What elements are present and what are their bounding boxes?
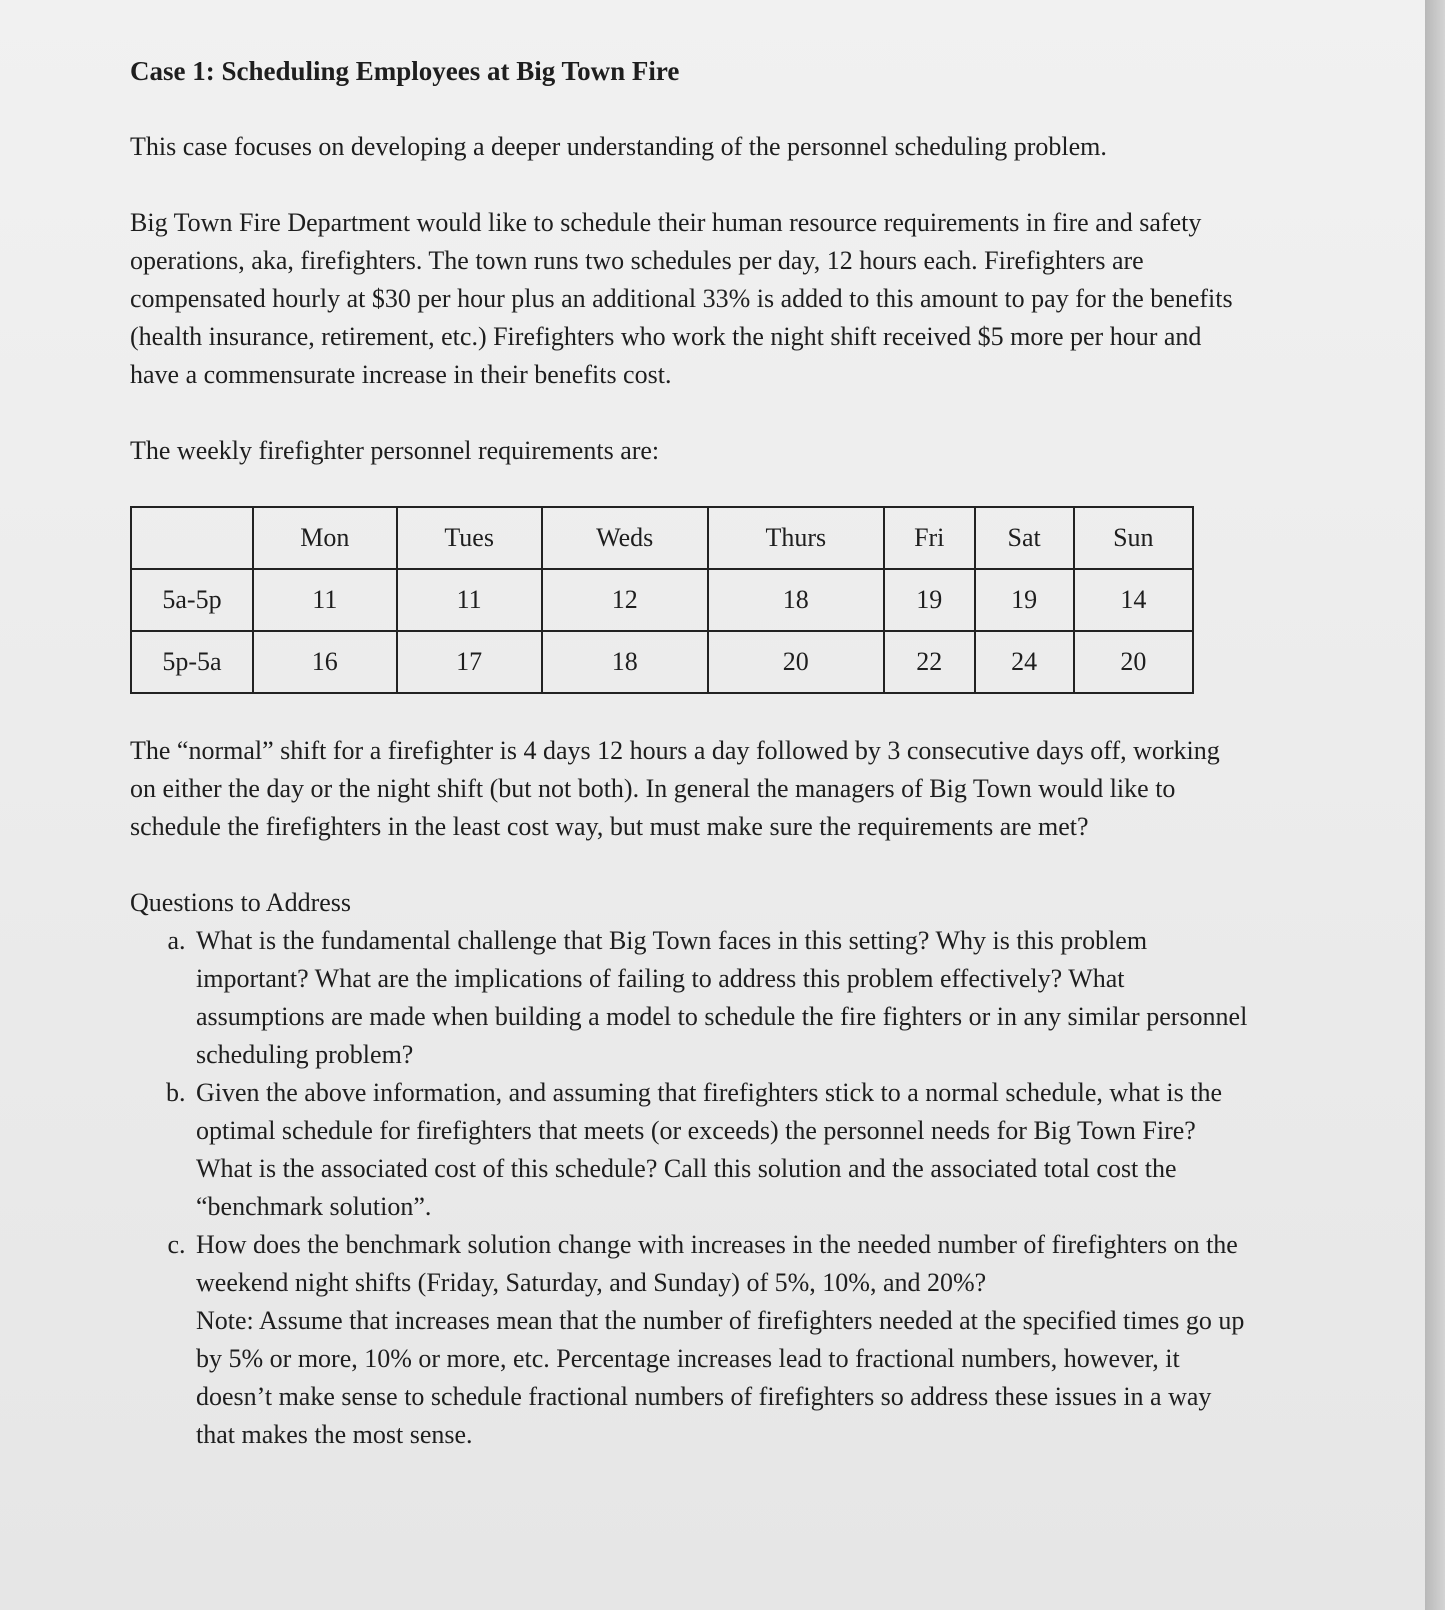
background-paragraph: Big Town Fire Department would like to schedule their human resource requirements in fire and safety operations, aka, firefighters. The town runs two schedules per day, 12 hours each. Firefighters are compensated hourly at $30 per hour plus an additional 33% is added to this amount to pay for the benefits (health insurance, retirement, etc.) Firefighters who work the night shift received $5 more per hour and have a commensurate increase in their benefits cost. (130, 208, 1233, 389)
table-header-cell: Sun (1074, 507, 1193, 569)
table-cell: 22 (884, 631, 975, 693)
question-item (192, 1226, 1250, 1454)
table-cell: 11 (253, 569, 397, 631)
question-text: Given the above information, and assuming that firefighters stick to a normal schedule, what is the optimal schedule for firefighters that meets (or exceeds) the personnel needs for Big Town Fire? What is the associated cost of this schedule? Call this solution and the associated total cost the “benchmark solution”. (196, 1078, 1223, 1221)
table-header-cell: Sat (975, 507, 1074, 569)
table-cell: 16 (253, 631, 397, 693)
requirements-table (130, 506, 1194, 694)
questions-section (130, 884, 1250, 1454)
normal-shift-paragraph: The “normal” shift for a firefighter is 4 days 12 hours a day followed by 3 consecutive days off, working on either the day or the night shift (but not both). In general the managers of Big Town would like to schedule the firefighters in the least cost way, but must make sure the requirements are met? (130, 736, 1220, 841)
table-header-cell: Weds (542, 507, 708, 569)
table-cell: 20 (708, 631, 884, 693)
table-row-label: 5p-5a (131, 631, 253, 693)
table-row-label: 5a-5p (131, 569, 253, 631)
questions-heading: Questions to Address (130, 888, 351, 917)
table-cell: 12 (542, 569, 708, 631)
table-header-cell (131, 507, 253, 569)
table-cell: 20 (1074, 631, 1193, 693)
question-item (192, 922, 1250, 1074)
table-cell: 17 (397, 631, 542, 693)
table-cell: 24 (975, 631, 1074, 693)
table-cell: 18 (542, 631, 708, 693)
case-title: Case 1: Scheduling Employees at Big Town Fire (130, 56, 680, 86)
table-header-cell: Fri (884, 507, 975, 569)
table-cell: 11 (397, 569, 542, 631)
question-text: What is the fundamental challenge that Big Town faces in this setting? Why is this problem important? What are the implications of failing to address this problem effectively? What assumptions are made when building a model to schedule the fire fighters or in any similar personnel scheduling problem? (196, 926, 1248, 1069)
table-header-cell: Thurs (708, 507, 884, 569)
table-cell: 18 (708, 569, 884, 631)
table-header-cell: Tues (397, 507, 542, 569)
table-cell: 19 (884, 569, 975, 631)
question-item (192, 1074, 1250, 1226)
table-header-row (131, 507, 1193, 569)
table-row (131, 569, 1193, 631)
table-row (131, 631, 1193, 693)
table-cell: 14 (1074, 569, 1193, 631)
requirements-intro: The weekly firefighter personnel requirements are: (130, 436, 660, 465)
document-content (130, 40, 1250, 1454)
question-note: Note: Assume that increases mean that the number of firefighters needed at the specified times go up by 5% or more, 10% or more, etc. Percentage increases lead to fractional numbers, however, it doesn’t make sense to schedule fractional numbers of firefighters so address these issues in a way that makes the most sense. (196, 1306, 1245, 1449)
table-cell: 19 (975, 569, 1074, 631)
page-edge (1425, 0, 1445, 1610)
questions-list (130, 922, 1250, 1454)
intro-paragraph: This case focuses on developing a deeper understanding of the personnel scheduling problem. (130, 132, 1107, 161)
question-text: How does the benchmark solution change with increases in the needed number of firefighters on the weekend night shifts (Friday, Saturday, and Sunday) of 5%, 10%, and 20%? (196, 1230, 1238, 1297)
table-header-cell: Mon (253, 507, 397, 569)
